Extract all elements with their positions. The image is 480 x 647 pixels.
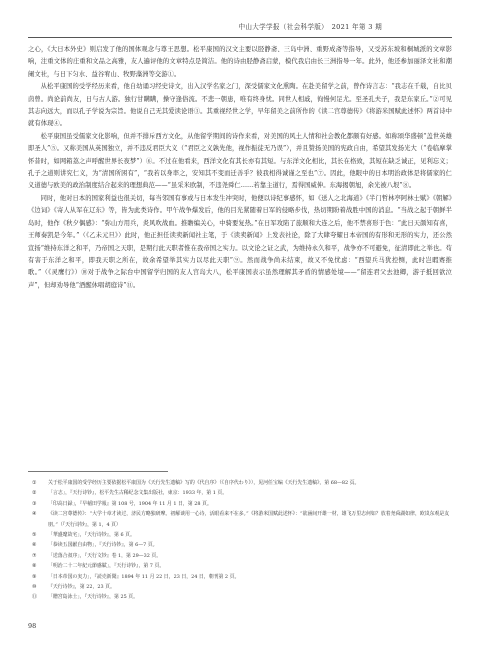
paragraph: 从松平康国的受学经历来看，他自幼诵习经史诗文，出入汉学名家之门，深受儒家文化熏陶。在赴美留学之前，曾作诗言志：“我志在千载，自比贝茵曾。尚论前尚友，日与古人游。独行甘瞒瞒，操守逢俗流。不悲一朝患，唯有终身忧。同世人相戚，徇慢何足尤。至圣孔夫子，我是东家丘。”②可见其志向远大，而以孔子学说为宗旨。他说自己无其爱读论语③。其重视经世之学，早年留美之前所作的《读二宫尊德传》《将游米国赋此述怀》两首诗中就有体现④。 (28, 83, 452, 128)
footnote-number: ⑤ (32, 532, 37, 539)
footnote (28, 561, 452, 571)
journal-title: 中山大学学报（社会科学版） 2021 年第 3 期 (238, 23, 382, 31)
footnote-text: 「送落合叔序」，『天行文钞』卷 1，第 29—32 頁。 (48, 552, 162, 559)
footnotes (28, 478, 452, 603)
paragraph: 之心，《大日本外史》则启发了他的国体观念与尊王思想。松平康国的汉文主要以胫静斋、三岛中洲、重野成斋等指导，又受苏东坡和桐城派的文章影响，注重文体的庄重和文品之高雅，友人遍评他的文章特点是简洁。他的诗由胫静斋启蒙，模代我启由长三洲指导一年。此外，他还参加丽泽文社和潮阑文社，与日下匀水、益谷宥山、牧野藻洲等交游①。 (28, 46, 452, 78)
footnote-number: ⑪ (32, 594, 37, 601)
footnote-text: 「贈宮島泳士」，『天行诗钞』，第 25 頁。 (48, 594, 139, 601)
footnote-number: ⑧ (32, 563, 37, 570)
footnote-text: 『天行诗钞』，第 22，23 頁。 (48, 584, 115, 591)
footnote (28, 572, 452, 582)
footnote-number: ⑦ (32, 552, 37, 559)
footnote-number: ② (32, 490, 37, 497)
footnote (28, 582, 452, 592)
footnote-text: 「明治二十二年紀元節感賦」，『天行诗钞』，第 7 頁。 (48, 563, 165, 570)
footnote-number: ⑩ (32, 584, 37, 591)
footnote-number: ③ (32, 500, 37, 507)
footnote-text: 「恭读五国献自由物」，『天行诗钞』，第 6—7 頁。 (48, 542, 158, 549)
paragraph: 同时，他对日本的国家利益也很关切，每当邻国有事或与日本发生冲突时，他便以诗纪事感怀，如《送人之北海道》《半门哲林亭阿林士赋》《朝解》《边词》《寄人从军在辽东》等，皆为此类诗作。甲午战争爆发后，他的目光紧随着日军的侵略步伐，热切期盼着战胜中国的消息。“当战之起于朝鲜半岛时，他作《秋夕偶感》：“弥山方用兵，炎风吹战血。推瞻编关心，中骑要复热。”在日军攻陷了旅顺和大连之后，他不禁喜形于色：“此日天颜知有喜，王师奏凯是今年。”（《乙未元旦》）此时，他正担任读卖新闻社主笔，于《读卖新闻》上发表社论，除了大肆夸耀日本帝国的有形和无形的实力，还公然宣扬“维持东洋之和平，乃帝国之天职，是期行此天职者惟在我帝国之实力。以文论之证之武，为维持永久和平，战争亦不可避免，征清即此之举也。苟有害于东洋之和平，即我天职之所在，故余希望举其实力以尽此天职”⑨。然而战争尚未结束，故又不免忧虑：“西望兵马犹控恻，此时岂暇赛推歌。”（《灵鹰行》）⑩对于战争之际台中国留学归国的友人宫岛大八，松平康国表示虽然理解其矛盾的情感处境——“留连君父去池卿，游子抵回欲泣声”，但却劝导他“酒醒休唱胡庭诗”⑪。 (28, 194, 452, 289)
paragraph: 松平康国虽受儒家文化影响，但并不排斥西方文化，从他留学期间的诗作来看，对美国的风土人情和社会教化都颇有好感。如称颂华盛顿“盖世英雄即圣人”⑤。又称美国从英国独立，并不违反君臣大义（“君臣之义孰先他，视作振徒无乃误”），并且赞扬美国的宪政自由，希望其发扬光大（“卷临摩掌怀昔时，如网箱荔之声呼醒世界长夜梦”）⑥。不过在他看来，西洋文化有其长亦有其短。与东洋文化相比，其长在格致，其短在缺乏诚正，见利忘义；孔子之道则讲究仁义，为“清国所困有”，“我若以身率之，安知其不变而迁善乎？彼我相得诚谨之至也”⑦。因此，他眼中的日本明治政体是将儒家的仁义道德与欧美的政治制度结合起来的理想典范——“虽采米欧制，不违尧舜仁……若靠主道行，焉得国威伸。东海揭朝旭，余光被八垠”⑧。 (28, 132, 452, 190)
footnote-number: ⑨ (32, 573, 37, 580)
footnote-number: ④ (32, 511, 37, 518)
footnote (28, 592, 452, 602)
page-number: 98 (28, 622, 37, 630)
footnote-number: ① (32, 480, 37, 486)
footnote (28, 478, 452, 488)
footnote-text: 「華盛麾故宅」，『天行诗钞』，第 6 頁。 (48, 532, 135, 539)
footnote-text: 「日本帝国の実力」，『読売新聞』1894 年 11 月 22 日，23 日，24 日，朝刊第 2 頁。 (48, 573, 240, 580)
footnote-number: ⑥ (32, 542, 37, 549)
footnote (28, 499, 452, 509)
footnote-text: 关于松平康国的受学经历主要依据松平康国为《天行先生遗稿》写的《代自序》（《自序代わり》），见河任宝编《天行先生遗稿》，第 68—82 页。 (48, 480, 360, 486)
footnote-divider (28, 471, 168, 472)
footnote (28, 488, 452, 498)
footnote-text: 《读二宫尊德传》：“大学十章才读过，济民方略独研摩。初解谈用一心诗，活眼看来不在多。”《将游米国赋此述怀》：“欲涵间开雄一材，雄飞万里志何如？放着尧舜湖如律，欧岚东观是友朋。”（『天行诗钞』，第 1，4 頁） (48, 511, 450, 528)
footnote (28, 509, 452, 530)
footnote (28, 551, 452, 561)
running-header (28, 17, 452, 38)
footnote-text: 「印高日録」，『早稲田学報』第 108 号，1904 年 11 月 1 日，第 28 頁。 (48, 500, 212, 507)
footnote (28, 540, 452, 550)
footnote (28, 530, 452, 540)
article-body (28, 44, 452, 292)
footnote-text: 「言志」，『天行诗钞』，松平先生古稀纪念文集出版社，東京：1933 年，第 1 頁。 (48, 490, 228, 497)
